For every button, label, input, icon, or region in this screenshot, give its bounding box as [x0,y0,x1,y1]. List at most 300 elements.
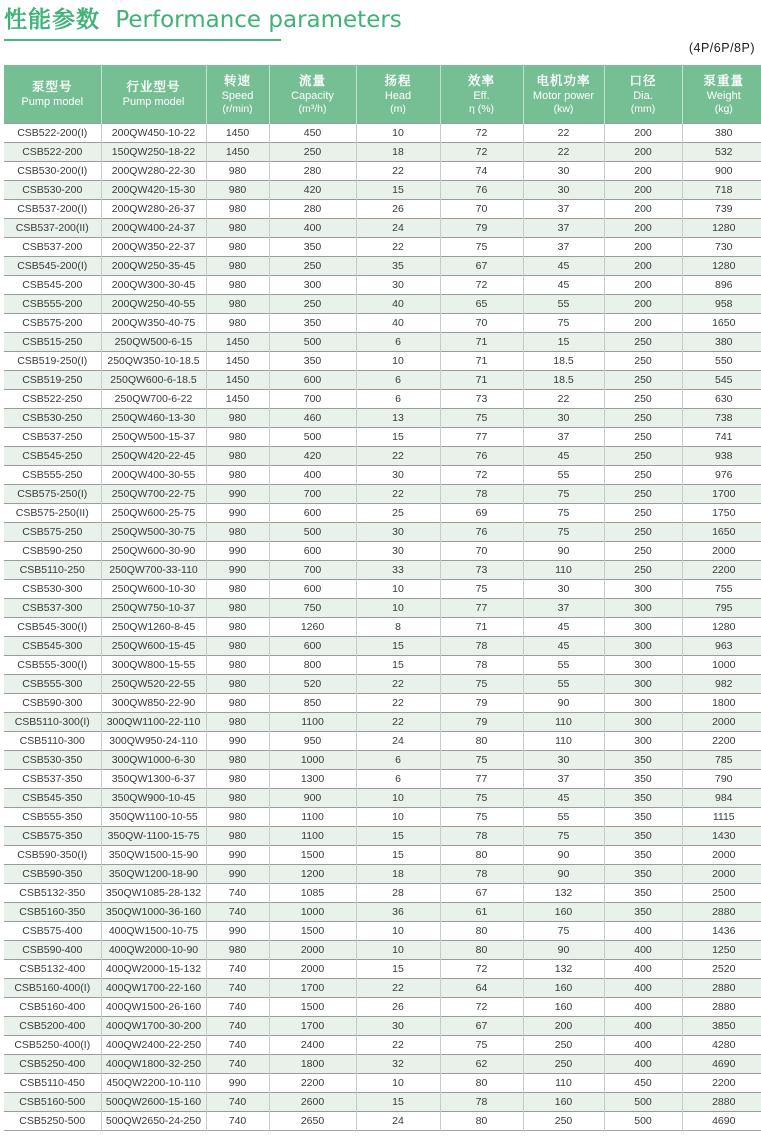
pole-configuration-note: (4P/6P/8P) [688,41,755,55]
table-cell: CSB5110-300(I) [4,713,101,732]
table-cell: 80 [440,846,523,865]
table-cell: 24 [356,219,440,238]
column-header-en: Eff. [473,89,490,102]
table-cell: 980 [206,409,269,428]
table-cell: 460 [269,409,356,428]
table-cell: 1000 [682,656,761,675]
table-cell: 980 [206,599,269,618]
table-cell: 350 [604,884,682,903]
table-cell: 520 [269,675,356,694]
table-row [4,1112,761,1131]
table-cell: 30 [356,276,440,295]
table-cell: 76 [440,181,523,200]
table-cell: 160 [523,903,604,922]
table-cell: CSB5132-400 [4,960,101,979]
table-row [4,333,761,352]
table-cell: CSB575-200 [4,314,101,333]
table-cell: 300 [604,732,682,751]
table-cell: 2000 [682,865,761,884]
table-cell: 1085 [269,884,356,903]
table-cell: 400QW2000-15-132 [101,960,206,979]
table-cell: 300QW800-15-55 [101,656,206,675]
table-cell: 22 [523,124,604,143]
table-cell: 850 [269,694,356,713]
table-cell: 1500 [269,998,356,1017]
table-cell: 300 [604,580,682,599]
table-cell: 30 [356,523,440,542]
table-cell: 400QW1700-22-160 [101,979,206,998]
table-cell: CSB590-350(I) [4,846,101,865]
table-row [4,960,761,979]
table-cell: 300 [604,656,682,675]
table-cell: 15 [356,960,440,979]
table-row [4,637,761,656]
table-cell: 350QW1300-6-37 [101,770,206,789]
table-cell: 90 [523,846,604,865]
column-header-cn: 转速 [223,72,251,88]
table-row [4,846,761,865]
table-cell: 350 [604,808,682,827]
table-cell: 22 [523,143,604,162]
table-cell: 71 [440,352,523,371]
table-cell: 740 [206,884,269,903]
table-cell: 980 [206,238,269,257]
table-row [4,922,761,941]
table-cell: 958 [682,295,761,314]
table-cell: CSB5110-250 [4,561,101,580]
table-row [4,1055,761,1074]
table-cell: 2500 [682,884,761,903]
table-cell: 79 [440,713,523,732]
table-cell: 72 [440,276,523,295]
table-cell: 1800 [269,1055,356,1074]
table-cell: 80 [440,941,523,960]
table-cell: 110 [523,732,604,751]
table-cell: 600 [269,371,356,390]
table-cell: 37 [523,770,604,789]
table-cell: 10 [356,599,440,618]
table-cell: 400QW1500-10-75 [101,922,206,941]
table-cell: 400 [604,998,682,1017]
table-cell: 200 [604,200,682,219]
table-cell: 200QW450-10-22 [101,124,206,143]
table-cell: 380 [682,124,761,143]
table-cell: 980 [206,713,269,732]
table-row [4,466,761,485]
table-cell: 15 [356,846,440,865]
table-cell: 400 [604,979,682,998]
table-cell: 990 [206,561,269,580]
table-cell: 420 [269,447,356,466]
table-cell: 4690 [682,1112,761,1131]
table-cell: 1100 [269,827,356,846]
table-cell: CSB590-400 [4,941,101,960]
table-cell: 250 [604,409,682,428]
table-cell: CSB5200-400 [4,1017,101,1036]
table-cell: 380 [682,333,761,352]
table-cell: 2200 [682,561,761,580]
table-cell: 700 [269,485,356,504]
title-underline [4,39,281,41]
table-cell: CSB590-300 [4,694,101,713]
table-row [4,200,761,219]
table-row [4,390,761,409]
table-cell: 200 [604,314,682,333]
table-cell: 350 [269,238,356,257]
table-cell: 76 [440,447,523,466]
table-cell: 250 [604,447,682,466]
table-cell: 1750 [682,504,761,523]
table-cell: 980 [206,694,269,713]
table-cell: 2880 [682,1093,761,1112]
table-cell: 980 [206,827,269,846]
table-cell: CSB555-300 [4,675,101,694]
table-cell: 75 [440,675,523,694]
table-cell: 200 [604,124,682,143]
table-cell: 75 [440,751,523,770]
table-cell: 70 [440,542,523,561]
table-cell: 75 [523,314,604,333]
table-cell: CSB537-300 [4,599,101,618]
table-cell: 18 [356,143,440,162]
table-cell: 15 [356,428,440,447]
table-cell: 1650 [682,523,761,542]
table-cell: 718 [682,181,761,200]
table-cell: 32 [356,1055,440,1074]
table-cell: 55 [523,656,604,675]
table-cell: 200QW250-35-45 [101,257,206,276]
table-cell: 250 [604,466,682,485]
table-row [4,998,761,1017]
column-header-8 [682,65,761,124]
table-cell: 500QW2600-15-160 [101,1093,206,1112]
table-cell: 740 [206,1036,269,1055]
table-cell: 200 [604,257,682,276]
table-cell: 30 [356,542,440,561]
table-cell: 22 [523,390,604,409]
table-row [4,485,761,504]
table-cell: 150QW250-18-22 [101,143,206,162]
table-cell: CSB519-250(I) [4,352,101,371]
table-cell: 160 [523,979,604,998]
table-cell: 30 [523,181,604,200]
table-cell: 4280 [682,1036,761,1055]
table-cell: 80 [440,922,523,941]
column-header-5 [440,65,523,124]
table-cell: 739 [682,200,761,219]
table-cell: 350QW1200-18-90 [101,865,206,884]
column-header-7 [604,65,682,124]
table-cell: 74 [440,162,523,181]
table-cell: 1450 [206,333,269,352]
table-cell: 350 [269,314,356,333]
column-header-en: Pump model [122,96,185,108]
table-cell: 600 [269,542,356,561]
table-cell: 79 [440,694,523,713]
column-header-0 [4,65,101,124]
column-header-en: Motor power [532,89,595,102]
table-cell: 350QW900-10-45 [101,789,206,808]
table-cell: 350QW-1100-15-75 [101,827,206,846]
performance-parameters-table [4,65,761,1131]
table-cell: 2650 [269,1112,356,1131]
table-cell: 250QW500-30-75 [101,523,206,542]
table-cell: 75 [523,485,604,504]
table-cell: 250QW600-30-90 [101,542,206,561]
table-cell: 990 [206,846,269,865]
table-cell: 740 [206,960,269,979]
table-cell: 900 [269,789,356,808]
table-cell: 30 [523,580,604,599]
table-cell: 75 [523,922,604,941]
table-cell: 90 [523,542,604,561]
table-cell: 250QW600-6-18.5 [101,371,206,390]
column-header-unit: (mm) [630,102,656,115]
table-cell: 250QW420-22-45 [101,447,206,466]
table-cell: 896 [682,276,761,295]
table-cell: 740 [206,1017,269,1036]
table-cell: 250 [523,1112,604,1131]
table-cell: 61 [440,903,523,922]
table-cell: CSB545-300(I) [4,618,101,637]
table-cell: 1436 [682,922,761,941]
table-cell: 2000 [682,846,761,865]
column-header-cn: 流量 [298,72,326,88]
table-cell: 18.5 [523,371,604,390]
table-cell: 980 [206,295,269,314]
table-cell: 45 [523,789,604,808]
table-cell: CSB555-200 [4,295,101,314]
table-cell: CSB5110-300 [4,732,101,751]
table-cell: CSB530-250 [4,409,101,428]
table-cell: 1500 [269,846,356,865]
table-cell: 980 [206,941,269,960]
column-header-en: Capacity [291,89,334,102]
column-header-cn: 扬程 [384,72,412,88]
table-cell: 500 [269,523,356,542]
table-cell: 980 [206,219,269,238]
table-cell: 30 [356,1017,440,1036]
table-cell: 110 [523,1074,604,1093]
table-cell: CSB545-350 [4,789,101,808]
table-cell: 2880 [682,998,761,1017]
table-row [4,162,761,181]
table-cell: 755 [682,580,761,599]
table-cell: 300 [269,276,356,295]
table-cell: 90 [523,865,604,884]
table-cell: 45 [523,447,604,466]
table-cell: 78 [440,827,523,846]
table-cell: 45 [523,276,604,295]
table-cell: 980 [206,656,269,675]
table-cell: 400 [604,1017,682,1036]
table-cell: CSB537-200 [4,238,101,257]
table-cell: CSB537-200(II) [4,219,101,238]
table-row [4,732,761,751]
table-cell: 984 [682,789,761,808]
table-cell: 24 [356,1112,440,1131]
table-cell: 2880 [682,903,761,922]
table-cell: 75 [440,409,523,428]
table-cell: 250QW600-10-30 [101,580,206,599]
table-cell: 1700 [269,979,356,998]
table-cell: 45 [523,257,604,276]
table-cell: 250QW600-25-75 [101,504,206,523]
table-cell: 75 [440,808,523,827]
table-cell: 350 [604,903,682,922]
table-cell: 545 [682,371,761,390]
table-cell: 1000 [269,751,356,770]
table-body [4,124,761,1131]
table-cell: 65 [440,295,523,314]
table-cell: 72 [440,998,523,1017]
column-header-en: Weight [706,89,741,102]
table-cell: 250 [523,1055,604,1074]
table-row [4,751,761,770]
table-cell: 90 [523,941,604,960]
table-cell: 400 [604,1036,682,1055]
table-cell: 250 [604,561,682,580]
table-cell: 900 [682,162,761,181]
table-cell: 400 [604,960,682,979]
table-cell: 1300 [269,770,356,789]
table-cell: 22 [356,162,440,181]
table-cell: 1260 [269,618,356,637]
table-cell: 532 [682,143,761,162]
column-header-en: Dia. [633,89,653,102]
table-cell: CSB5110-450 [4,1074,101,1093]
table-cell: 300 [604,713,682,732]
table-cell: 15 [356,637,440,656]
table-cell: 2200 [682,1074,761,1093]
table-cell: 75 [440,238,523,257]
table-cell: 990 [206,1074,269,1093]
table-cell: 350QW1000-36-160 [101,903,206,922]
page-title [4,6,761,34]
table-cell: 1430 [682,827,761,846]
table-cell: 6 [356,390,440,409]
table-cell: 71 [440,371,523,390]
table-cell: 200QW350-40-75 [101,314,206,333]
table-cell: 37 [523,428,604,447]
table-cell: 200 [523,1017,604,1036]
table-cell: CSB522-200(I) [4,124,101,143]
table-cell: 350 [604,770,682,789]
table-cell: 1650 [682,314,761,333]
table-cell: 990 [206,542,269,561]
table-cell: 630 [682,390,761,409]
table-cell: 300QW1000-6-30 [101,751,206,770]
table-cell: 741 [682,428,761,447]
table-cell: 600 [269,580,356,599]
table-row [4,713,761,732]
table-cell: 22 [356,979,440,998]
table-cell: 62 [440,1055,523,1074]
table-cell: 72 [440,466,523,485]
table-cell: 6 [356,770,440,789]
table-cell: 10 [356,808,440,827]
table-cell: 200 [604,162,682,181]
table-cell: 45 [523,618,604,637]
table-cell: 980 [206,808,269,827]
table-cell: 67 [440,884,523,903]
table-cell: 740 [206,979,269,998]
table-cell: 350 [604,789,682,808]
table-cell: 1800 [682,694,761,713]
table-cell: 740 [206,1093,269,1112]
table-cell: 1100 [269,808,356,827]
table-cell: 980 [206,637,269,656]
table-cell: 15 [356,827,440,846]
column-header-6 [523,65,604,124]
table-row [4,314,761,333]
table-cell: CSB522-200 [4,143,101,162]
table-cell: 76 [440,523,523,542]
table-cell: 980 [206,276,269,295]
table-cell: 980 [206,200,269,219]
table-cell: CSB5160-400(I) [4,979,101,998]
column-header-unit: (r/min) [222,102,253,115]
table-cell: 30 [356,466,440,485]
table-cell: 200QW280-22-30 [101,162,206,181]
table-cell: 1280 [682,257,761,276]
table-header-row [4,65,761,124]
table-cell: CSB575-350 [4,827,101,846]
table-row [4,808,761,827]
table-cell: 976 [682,466,761,485]
table-cell: 400 [604,922,682,941]
table-cell: 160 [523,1093,604,1112]
table-cell: 250QW700-22-75 [101,485,206,504]
table-cell: 37 [523,599,604,618]
table-row [4,1093,761,1112]
table-cell: 30 [523,162,604,181]
table-cell: 24 [356,732,440,751]
table-cell: CSB555-300(I) [4,656,101,675]
table-cell: 400 [604,1055,682,1074]
table-cell: 200QW250-40-55 [101,295,206,314]
table-cell: 280 [269,162,356,181]
table-cell: 400QW2000-10-90 [101,941,206,960]
table-cell: 160 [523,998,604,1017]
table-cell: 1450 [206,390,269,409]
table-cell: 200 [604,276,682,295]
table-cell: 980 [206,789,269,808]
table-cell: 22 [356,238,440,257]
page-header [0,0,761,41]
table-cell: 78 [440,865,523,884]
table-cell: 400QW1500-26-160 [101,998,206,1017]
table-cell: 300 [604,675,682,694]
table-cell: 1280 [682,219,761,238]
column-header-unit: (m³/h) [298,102,327,115]
table-cell: 550 [682,352,761,371]
table-cell: 980 [206,618,269,637]
table-cell: 200 [604,219,682,238]
table-cell: 400 [269,219,356,238]
table-cell: 18 [356,865,440,884]
table-cell: 79 [440,219,523,238]
table-cell: 8 [356,618,440,637]
table-cell: 980 [206,447,269,466]
table-cell: 350 [604,846,682,865]
table-cell: 740 [206,998,269,1017]
table-cell: 250QW600-15-45 [101,637,206,656]
table-cell: 1000 [269,903,356,922]
table-cell: 80 [440,1074,523,1093]
table-row [4,656,761,675]
table-cell: 75 [523,827,604,846]
